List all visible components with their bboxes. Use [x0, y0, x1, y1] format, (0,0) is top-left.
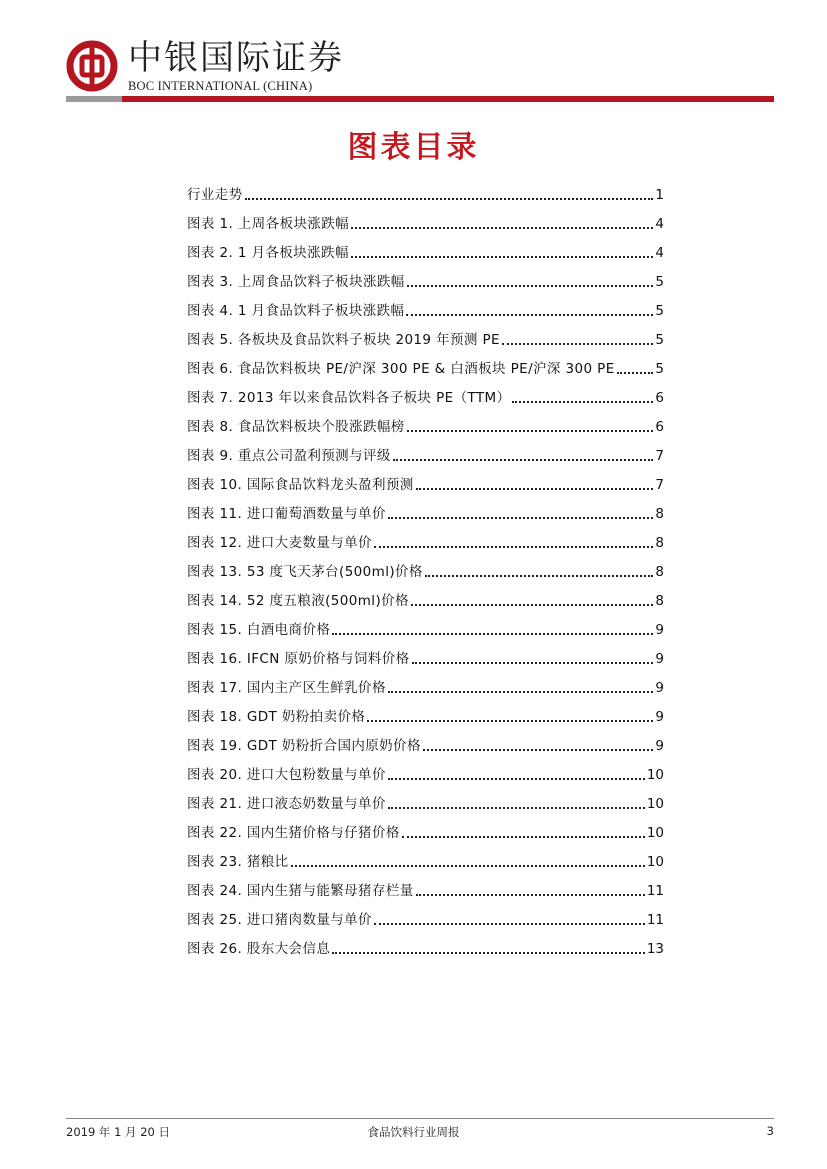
- footer-date: 2019 年 1 月 20 日: [66, 1125, 170, 1139]
- toc-dot-leader: [617, 371, 654, 374]
- toc-entry[interactable]: [187, 553, 664, 582]
- toc-entry[interactable]: [187, 234, 664, 263]
- toc-dot-leader: [412, 661, 654, 664]
- toc-entry-label: 图表 5. 各板块及食品饮料子板块 2019 年预测 PE: [187, 332, 500, 348]
- toc-entry-label: 图表 4. 1 月食品饮料子板块涨跌幅: [187, 303, 405, 319]
- toc-dot-leader: [502, 342, 653, 345]
- toc-entry-page: 7: [655, 448, 664, 464]
- toc-dot-leader: [351, 226, 653, 229]
- toc-entry-label: 行业走势: [187, 187, 243, 203]
- toc-entry[interactable]: [187, 350, 664, 379]
- toc-dot-leader: [291, 864, 645, 867]
- toc-entry[interactable]: [187, 611, 664, 640]
- toc-entry-page: 9: [655, 651, 664, 667]
- toc-dot-leader: [388, 516, 654, 519]
- toc-dot-leader: [332, 951, 645, 954]
- toc-entry-label: 图表 15. 白酒电商价格: [187, 622, 331, 638]
- toc-entry-page: 8: [655, 564, 664, 580]
- toc-entry-page: 9: [655, 622, 664, 638]
- toc-dot-leader: [393, 458, 654, 461]
- toc-dot-leader: [407, 429, 654, 432]
- toc-entry[interactable]: [187, 466, 664, 495]
- footer-rule: [66, 1118, 774, 1119]
- toc-entry[interactable]: [187, 176, 664, 205]
- toc-entry[interactable]: [187, 727, 664, 756]
- toc-entry-page: 5: [655, 332, 664, 348]
- brand-name-en: BOC INTERNATIONAL (CHINA): [128, 79, 313, 93]
- toc-dot-leader: [406, 313, 653, 316]
- toc-dot-leader: [416, 893, 645, 896]
- toc-entry-label: 图表 17. 国内主产区生鲜乳价格: [187, 680, 386, 696]
- toc-entry-page: 5: [655, 274, 664, 290]
- toc-dot-leader: [423, 748, 654, 751]
- toc-entry-label: 图表 2. 1 月各板块涨跌幅: [187, 245, 349, 261]
- toc-dot-leader: [374, 922, 645, 925]
- toc-dot-leader: [411, 603, 653, 606]
- toc-entry[interactable]: [187, 524, 664, 553]
- toc-entry-label: 图表 14. 52 度五粮液(500ml)价格: [187, 593, 409, 609]
- toc-title: 图表目录: [347, 130, 480, 165]
- toc-entry[interactable]: [187, 379, 664, 408]
- footer-page-number: 3: [766, 1124, 774, 1138]
- toc-dot-leader: [416, 487, 654, 490]
- toc-entry[interactable]: [187, 582, 664, 611]
- toc-entry[interactable]: [187, 640, 664, 669]
- toc-entry[interactable]: [187, 292, 664, 321]
- toc-dot-leader: [367, 719, 653, 722]
- toc-entry[interactable]: [187, 930, 664, 959]
- toc-entry-label: 图表 12. 进口大麦数量与单价: [187, 535, 372, 551]
- toc-dot-leader: [351, 255, 654, 258]
- toc-entry-label: 图表 26. 股东大会信息: [187, 941, 331, 957]
- toc-entry-page: 11: [646, 883, 664, 899]
- toc-entry-page: 7: [655, 477, 664, 493]
- toc-entry-page: 8: [655, 506, 664, 522]
- toc-entry-page: 13: [646, 941, 664, 957]
- toc-entry-label: 图表 6. 食品饮料板块 PE/沪深 300 PE & 白酒板块 PE/沪深 300 PE: [187, 361, 615, 377]
- toc-entry-page: 8: [655, 593, 664, 609]
- header-rule-red: [122, 96, 774, 102]
- page-header: [66, 36, 774, 102]
- toc-entry[interactable]: [187, 843, 664, 872]
- toc-entry-page: 6: [655, 390, 664, 406]
- toc-entry-label: 图表 23. 猪粮比: [187, 854, 289, 870]
- toc-entry-label: 图表 25. 进口猪肉数量与单价: [187, 912, 372, 928]
- toc-entry-page: 10: [646, 854, 664, 870]
- toc-dot-leader: [388, 777, 645, 780]
- toc-entry-page: 10: [646, 825, 664, 841]
- toc-dot-leader: [512, 400, 653, 403]
- toc-entry[interactable]: [187, 669, 664, 698]
- toc-dot-leader: [402, 835, 645, 838]
- toc-entry-label: 图表 19. GDT 奶粉折合国内原奶价格: [187, 738, 421, 754]
- brand-name-cn: 中银国际证券: [128, 38, 344, 78]
- toc-list: [187, 176, 664, 959]
- toc-entry-page: 10: [646, 796, 664, 812]
- toc-dot-leader: [332, 632, 653, 635]
- toc-entry-label: 图表 8. 食品饮料板块个股涨跌幅榜: [187, 419, 405, 435]
- header-rule-gray: [66, 96, 122, 102]
- toc-entry-label: 图表 13. 53 度飞天茅台(500ml)价格: [187, 564, 423, 580]
- toc-entry-page: 5: [655, 361, 664, 377]
- toc-dot-leader: [388, 806, 645, 809]
- toc-entry[interactable]: [187, 785, 664, 814]
- toc-entry[interactable]: [187, 756, 664, 785]
- toc-entry[interactable]: [187, 263, 664, 292]
- toc-entry-page: 11: [646, 912, 664, 928]
- toc-entry-label: 图表 7. 2013 年以来食品饮料各子板块 PE（TTM）: [187, 390, 511, 406]
- footer-report-name: 食品饮料行业周报: [367, 1125, 460, 1139]
- toc-entry-page: 9: [655, 709, 664, 725]
- toc-dot-leader: [388, 690, 654, 693]
- toc-entry-page: 10: [646, 767, 664, 783]
- toc-entry-label: 图表 9. 重点公司盈利预测与评级: [187, 448, 391, 464]
- toc-entry-label: 图表 20. 进口大包粉数量与单价: [187, 767, 386, 783]
- toc-entry-page: 6: [655, 419, 664, 435]
- toc-entry-label: 图表 10. 国际食品饮料龙头盈利预测: [187, 477, 414, 493]
- toc-entry-page: 1: [655, 187, 664, 203]
- toc-entry[interactable]: [187, 205, 664, 234]
- toc-entry[interactable]: [187, 901, 664, 930]
- toc-entry[interactable]: [187, 437, 664, 466]
- toc-entry[interactable]: [187, 495, 664, 524]
- toc-entry-page: 9: [655, 680, 664, 696]
- toc-entry-label: 图表 3. 上周食品饮料子板块涨跌幅: [187, 274, 405, 290]
- toc-entry-label: 图表 18. GDT 奶粉拍卖价格: [187, 709, 366, 725]
- toc-entry[interactable]: [187, 872, 664, 901]
- toc-entry-page: 4: [655, 216, 664, 232]
- toc-entry-page: 4: [655, 245, 664, 261]
- toc-entry[interactable]: [187, 321, 664, 350]
- toc-entry-label: 图表 1. 上周各板块涨跌幅: [187, 216, 350, 232]
- toc-entry[interactable]: [187, 698, 664, 727]
- toc-entry-label: 图表 21. 进口液态奶数量与单价: [187, 796, 386, 812]
- toc-dot-leader: [425, 574, 654, 577]
- toc-dot-leader: [245, 197, 654, 200]
- toc-entry-page: 8: [655, 535, 664, 551]
- toc-entry-label: 图表 16. IFCN 原奶价格与饲料价格: [187, 651, 410, 667]
- toc-entry-label: 图表 24. 国内生猪与能繁母猪存栏量: [187, 883, 414, 899]
- toc-dot-leader: [374, 545, 653, 548]
- toc-dot-leader: [407, 284, 654, 287]
- toc-entry[interactable]: [187, 814, 664, 843]
- toc-entry-page: 9: [655, 738, 664, 754]
- boc-logo-icon: [66, 40, 118, 92]
- toc-entry-label: 图表 22. 国内生猪价格与仔猪价格: [187, 825, 400, 841]
- toc-entry[interactable]: [187, 408, 664, 437]
- toc-entry-page: 5: [655, 303, 664, 319]
- toc-entry-label: 图表 11. 进口葡萄酒数量与单价: [187, 506, 386, 522]
